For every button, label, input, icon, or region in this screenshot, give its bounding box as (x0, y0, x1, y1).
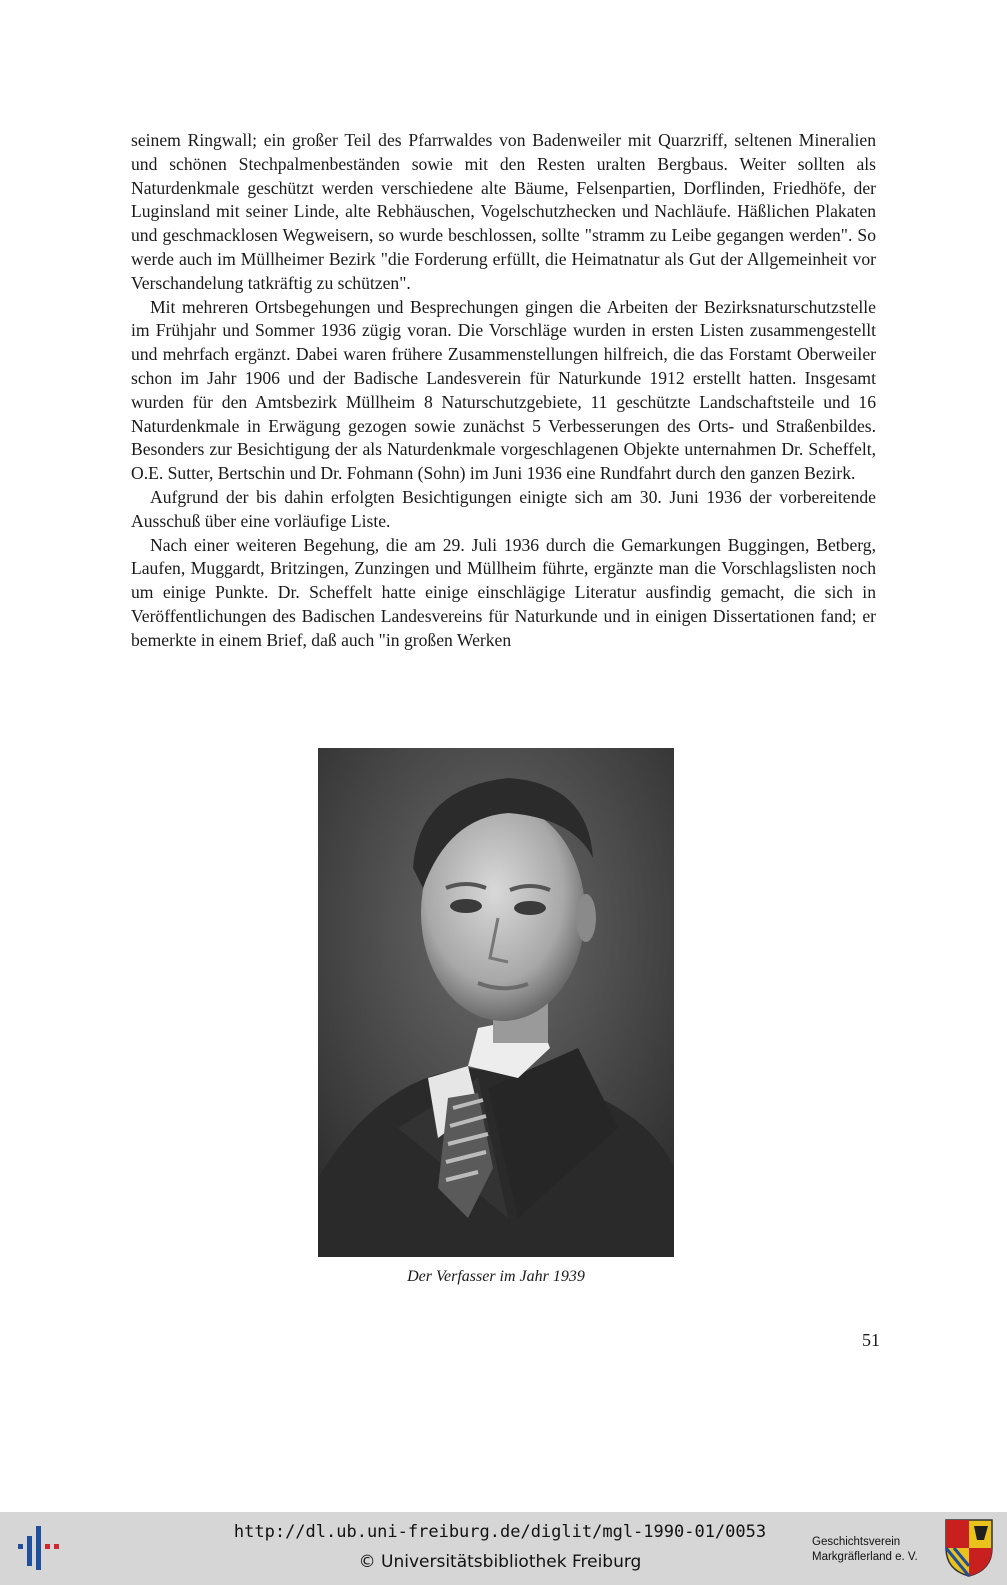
copyright-notice: © Universitätsbibliothek Freiburg (358, 1552, 642, 1572)
coat-of-arms-icon (944, 1518, 994, 1578)
society-name (812, 1535, 942, 1565)
paragraph-1: seinem Ringwall; ein großer Teil des Pfarrwaldes von Badenweiler mit Quarzriff, seltenen Mineralien und schönen Stechpalmenbeständen sowie mit den Resten uralten Bergbaus. Weiter sollten als Naturdenkmale geschützt werden verschiedene alte Bäume, Felsenpartien, Dorflinden, Friedhöfe, der Luginsland mit seiner Linde, alte Rebhäuschen, Vogelschutzhecken und Nachläufe. Häßlichen Plakaten und geschmacklosen Wegweisern, so wurde beschlossen, sollte "stramm zu Leibe gegangen werden". So werde auch im Müllheimer Bezirk "die Forderung erfüllt, die Heimatnatur als Gut der Allgemeinheit vor Verschandelung tatkräftig zu schützen". (131, 130, 876, 293)
paragraph-3: Aufgrund der bis dahin erfolgten Besichtigungen einigte sich am 30. Juni 1936 der vorbereitende Ausschuß über eine vorläufige Liste. (131, 486, 876, 531)
page-number: 51 (862, 1330, 880, 1350)
paragraph-4: Nach einer weiteren Begehung, die am 29. Juli 1936 durch die Gemarkungen Buggingen, Betberg, Laufen, Muggardt, Britzingen, Zunzingen und Müllheim führte, ergänzte man die Vorschlagslisten noch um einige Punkte. Dr. Scheffelt hatte einige einschlägige Literatur ausfindig gemacht, die sich in Veröffentlichungen des Badischen Landesvereins für Naturkunde und in einigen Dissertationen fand; er bemerkte in einem Brief, daß auch "in großen Werken (131, 534, 876, 650)
society-line-2: Markgräflerland e. V. (812, 1551, 918, 1563)
portrait-photo (318, 748, 674, 1257)
document-url-link[interactable]: http://dl.ub.uni-freiburg.de/diglit/mgl-1990-01/0053 (233, 1522, 767, 1542)
body-text (131, 129, 876, 653)
ub-freiburg-logo-icon (14, 1522, 64, 1574)
paragraph-2: Mit mehreren Ortsbegehungen und Besprechungen gingen die Arbeiten der Bezirksnaturschutzstelle im Frühjahr und Sommer 1936 zügig voran. Die Vorschläge wurden in ersten Listen zusammengestellt und mehrfach ergänzt. Dabei waren frühere Zusammenstellungen hilfreich, die das Forstamt Oberweiler schon im Jahr 1906 und der Badische Landesverein für Naturkunde 1912 erstellt hatten. Insgesamt wurden für den Amtsbezirk Müllheim 8 Naturschutzgebiete, 11 geschützte Landschaftsteile und 16 Naturdenkmale in Erwägung gezogen sowie zunächst 5 Verbesserungen des Orts- und Straßenbildes. Besonders zur Besichtigung der als Naturdenkmale vorgeschlagenen Objekte unternahmen Dr. Scheffelt, O.E. Sutter, Bertschin und Dr. Fohmann (Sohn) im Juni 1936 eine Rundfahrt durch den ganzen Bezirk. (131, 296, 876, 484)
portrait-image (318, 748, 674, 1257)
footer-bar (0, 1512, 1007, 1585)
society-line-1: Geschichtsverein (812, 1536, 901, 1548)
figure-caption: Der Verfasser im Jahr 1939 (407, 1268, 585, 1285)
